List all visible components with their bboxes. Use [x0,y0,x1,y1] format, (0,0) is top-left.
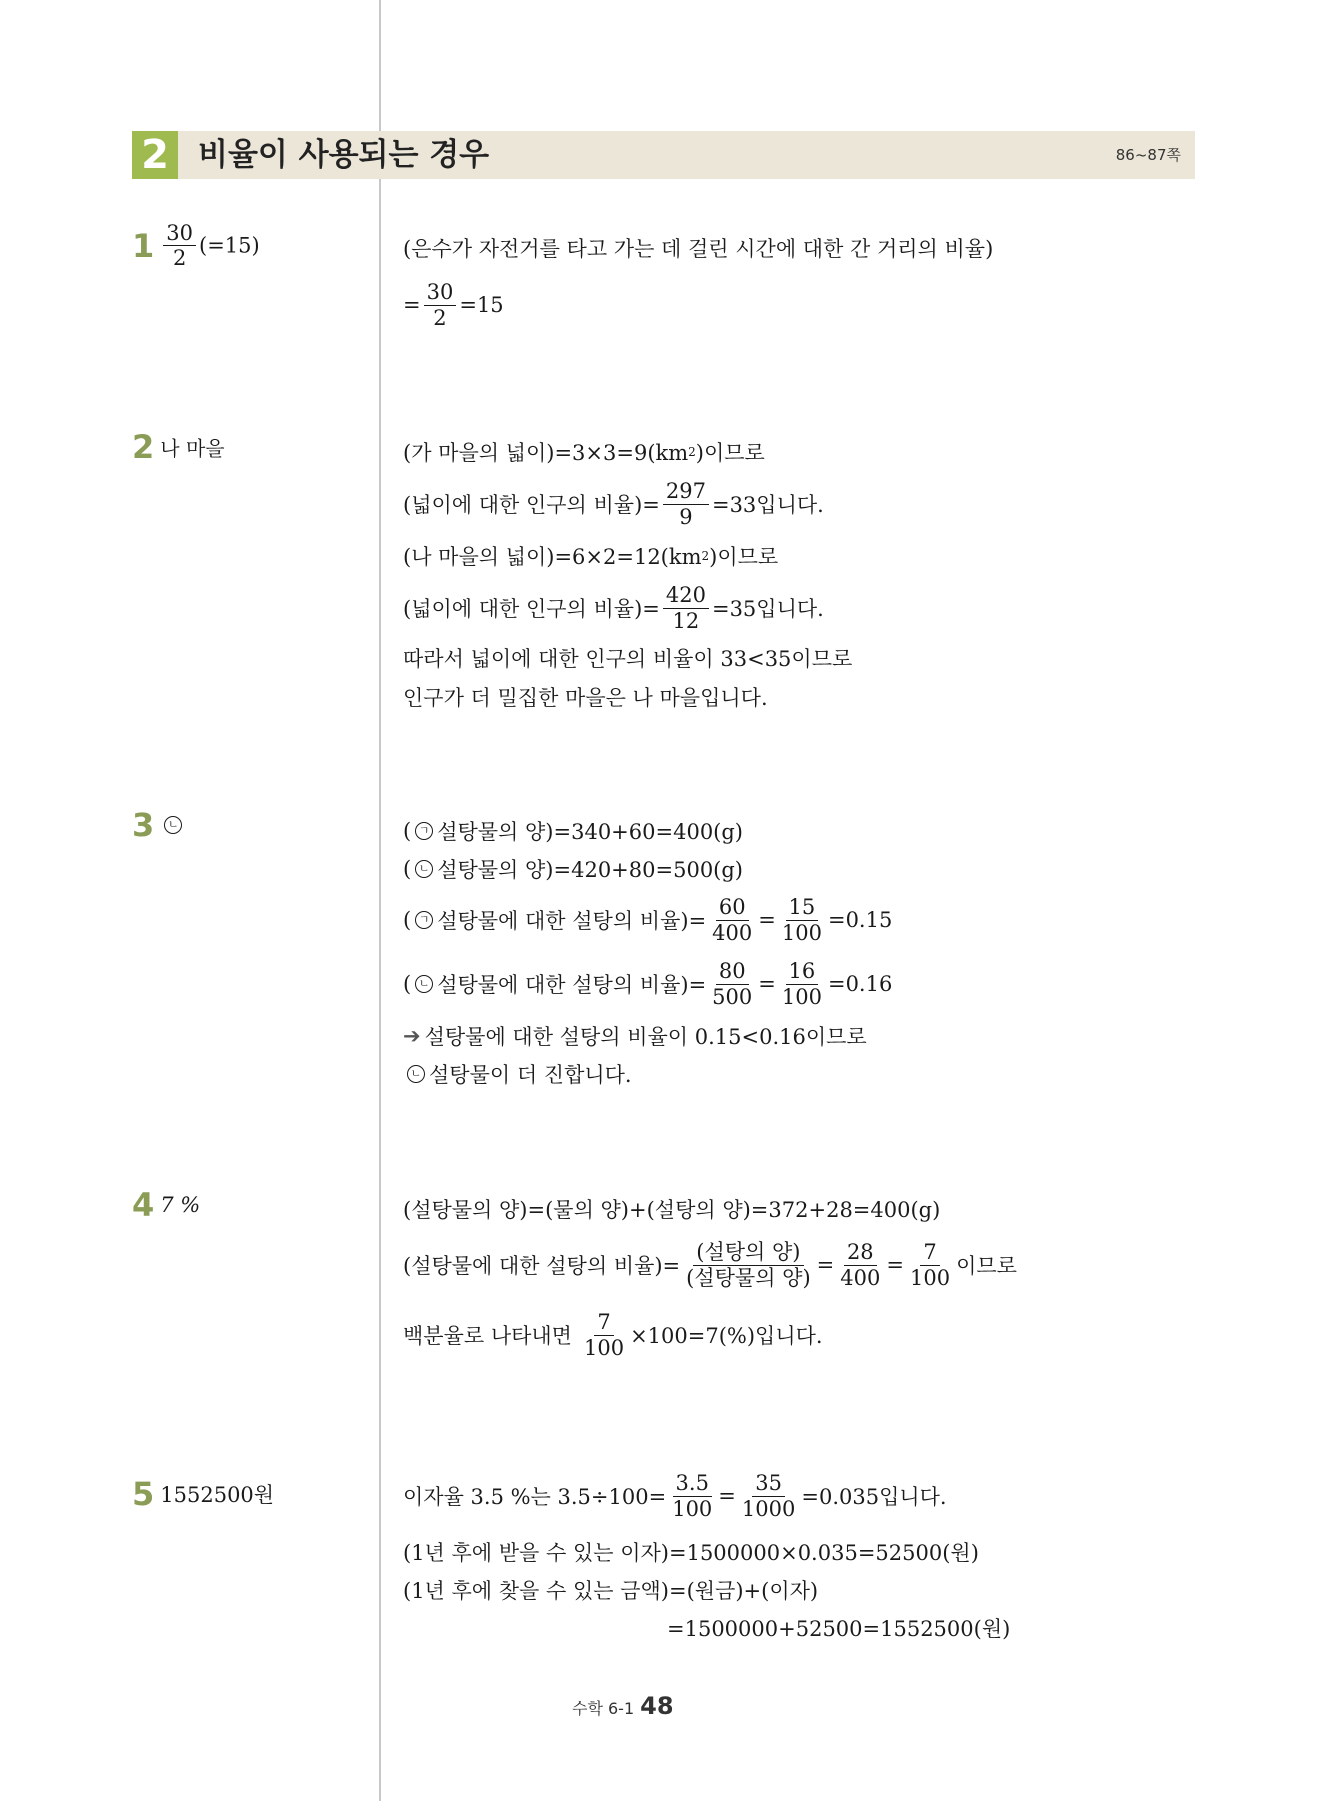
solution-2-line-6: 인구가 더 밀집한 마을은 나 마을입니다. [403,686,768,710]
circled-symbol: ㄴ [415,975,433,993]
fraction: $\frac{420}{12}$ [663,584,709,631]
solution-4-line-1: (설탕물의 양)=(물의 양)+(설탕의 양)=372+28=400(g) [403,1198,941,1222]
solution-2-line-4: (넓이에 대한 인구의 비율)= $\frac{420}{12}$ =35입니다. [403,583,824,633]
fraction: $\frac{35}{1000}$ [741,1471,796,1521]
fraction: $\frac{28}{400}$ [840,1240,881,1290]
solution-1-line-2: = $\frac{30}{2}$ =15 [403,280,504,330]
fraction: $\frac{60}{400}$ [712,895,753,945]
fraction: $\frac{16}{100}$ [781,959,822,1009]
question-number: 1 [132,226,155,265]
circled-symbol: ㄱ [415,911,433,929]
section-header [132,131,1195,179]
solution-3-line-5: ➔ 설탕물에 대한 설탕의 비율이 0.15<0.16이므로 [403,1024,867,1049]
book-label: 수학 6-1 [572,1699,635,1718]
fraction: $\frac{30}{2}$ [163,222,196,269]
fraction: $\frac{297}{9}$ [663,480,709,527]
solution-3-line-4: ( ㄴ 설탕물에 대한 설탕의 비율)= $\frac{80}{500}$ = $\frac{16}{100}$ =0.16 [403,959,893,1009]
fraction: $\frac{30}{2}$ [424,281,457,328]
circled-symbol: ㄴ [415,860,433,878]
fraction: $\frac{80}{500}$ [712,959,753,1009]
question-number: 3 [132,806,155,844]
solution-5-line-2: (1년 후에 받을 수 있는 이자)=1500000×0.035=52500(원) [403,1541,979,1565]
answer-1: 1 $\frac{30}{2}$ (=15) [132,221,260,271]
page-range: 86~87쪽 [1115,146,1181,164]
circled-symbol: ㄴ [407,1065,425,1083]
arrow-right-icon: ➔ [403,1024,421,1048]
answer-2: 2 나 마을 [132,428,225,466]
section-number: 2 [132,131,178,179]
page-footer [572,1692,674,1720]
solution-2-line-3: (나 마을의 넓이)=6×2=12(km 2 )이므로 [403,545,779,569]
section-title: 비율이 사용되는 경우 [198,137,490,173]
solution-5-line-4: =1500000+52500=1552500(원) [667,1617,1011,1641]
circled-symbol: ㄴ [164,816,182,834]
solution-4-line-3: 백분율로 나타내면 $\frac{7}{100}$ ×100=7(%)입니다. [403,1310,823,1360]
solution-3-line-1: ( ㄱ 설탕물의 양)=340+60=400(g) [403,819,744,844]
answer-3 [132,806,186,844]
page-number: 48 [640,1692,674,1720]
solution-3-line-3: ( ㄱ 설탕물에 대한 설탕의 비율)= $\frac{60}{400}$ = $\frac{15}{100}$ =0.15 [403,895,893,945]
fraction: $\frac{7}{100}$ [583,1310,625,1360]
solution-3-line-6: ㄴ 설탕물이 더 진합니다. [403,1049,632,1099]
column-divider [379,0,381,1801]
solution-2-line-2: (넓이에 대한 인구의 비율)= $\frac{297}{9}$ =33입니다. [403,479,824,529]
solution-5-line-3: (1년 후에 찾을 수 있는 금액)=(원금)+(이자) [403,1579,819,1603]
solution-2-line-1: (가 마을의 넓이)=3×3=9(km 2 )이므로 [403,441,765,465]
fraction: $\frac{7}{100}$ [909,1240,951,1290]
fraction: $\frac{15}{100}$ [781,895,822,945]
question-number: 5 [132,1475,155,1513]
fraction: $\frac{\text{(설탕의 양)}}{\text{(설탕물의 양)}}$ [686,1240,811,1290]
solution-3-line-2: ( ㄴ 설탕물의 양)=420+80=500(g) [403,857,744,882]
question-number: 4 [132,1186,155,1224]
solution-1-line-1: (은수가 자전거를 타고 가는 데 걸린 시간에 대한 간 거리의 비율) [403,237,994,261]
answer-5: 5 1552500원 [132,1475,275,1513]
fraction: $\frac{3.5}{100}$ [672,1471,713,1521]
solution-5-line-1: 이자율 3.5 %는 3.5÷100= $\frac{3.5}{100}$ = $\frac{35}{1000}$ =0.035입니다. [403,1471,947,1521]
solution-4-line-2: (설탕물에 대한 설탕의 비율)= $\frac{\text{(설탕의 양)}}{\text{(설탕물의 양)}}$ = $\frac{28}{400}$ = $\frac{7}{100}$ 이므로 [403,1240,1017,1290]
solution-2-line-5: 따라서 넓이에 대한 인구의 비율이 33<35이므로 [403,647,853,671]
question-number: 2 [132,428,155,466]
answer-4: 4 7 % [132,1186,201,1224]
circled-symbol: ㄱ [415,822,433,840]
